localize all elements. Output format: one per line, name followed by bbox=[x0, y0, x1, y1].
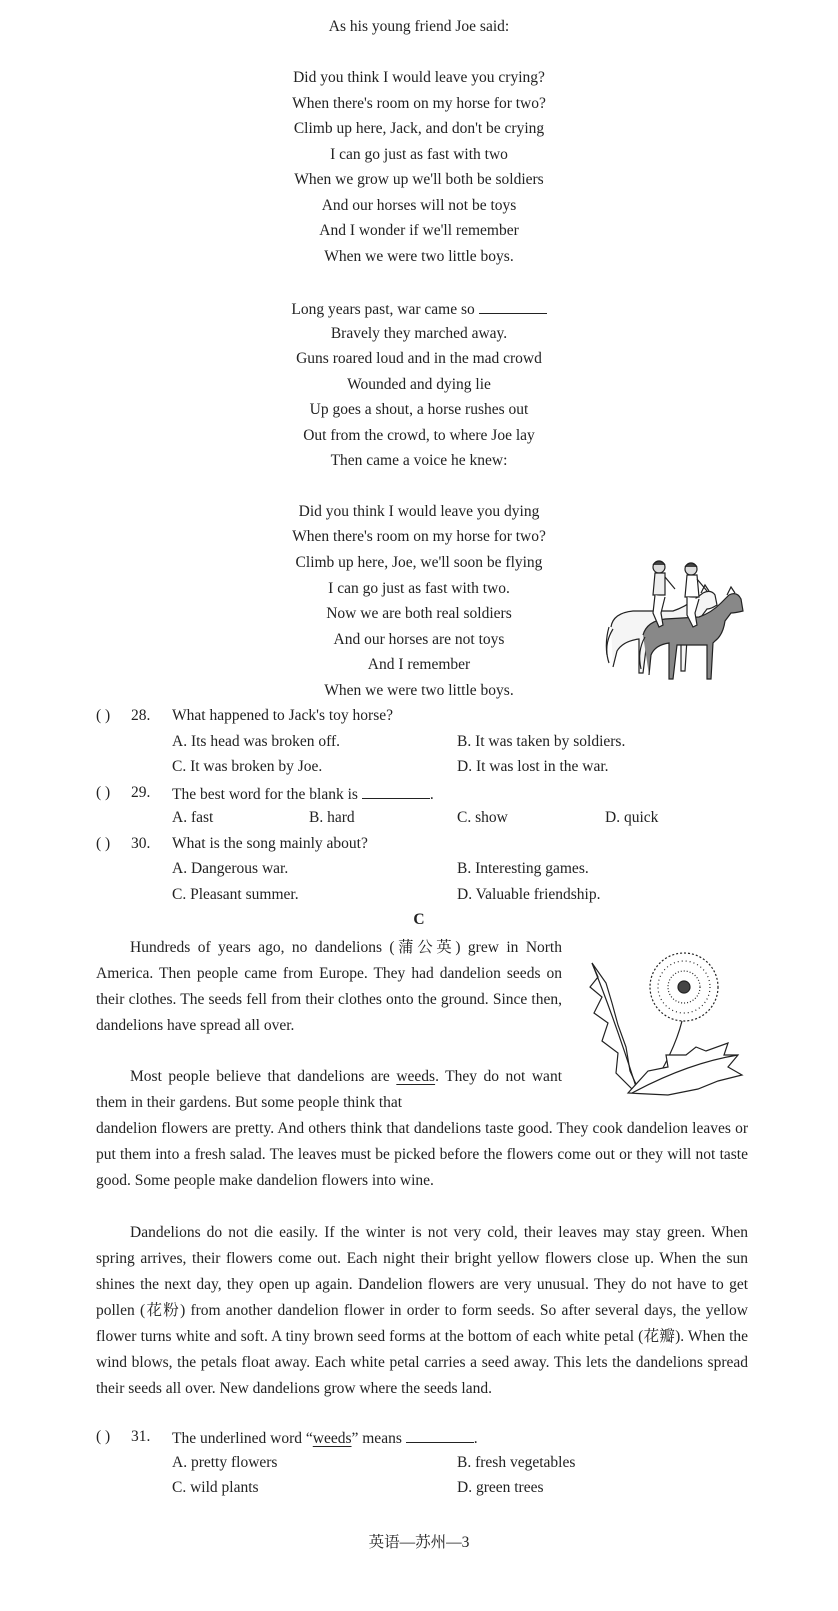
answer-paren[interactable]: ( ) bbox=[96, 707, 111, 724]
poem-line: When we were two little boys. bbox=[324, 248, 514, 265]
answer-paren[interactable]: ( ) bbox=[96, 784, 111, 801]
question-text-after: ” means bbox=[351, 1430, 402, 1447]
question-text: What happened to Jack's toy horse? bbox=[172, 707, 394, 724]
poem-line: I can go just as fast with two. bbox=[328, 580, 510, 597]
option-b[interactable]: B. fresh vegetables bbox=[457, 1454, 576, 1471]
question-text-before: The underlined word “ bbox=[172, 1430, 313, 1447]
poem-line: Then came a voice he knew: bbox=[330, 452, 508, 469]
poem-line: Climb up here, Jack, and don't be crying bbox=[293, 120, 545, 137]
poem-line-with-blank bbox=[0, 299, 838, 319]
answer-blank bbox=[406, 1428, 474, 1443]
question-end: . bbox=[429, 786, 434, 803]
poem-line: Did you think I would leave you crying? bbox=[293, 69, 545, 86]
dandelion-illustration bbox=[578, 943, 746, 1101]
poem-line: And our horses are not toys bbox=[333, 631, 505, 648]
section-heading: C bbox=[413, 911, 425, 928]
poem-line-text: Long years past, war came so bbox=[291, 301, 475, 318]
answer-paren[interactable]: ( ) bbox=[96, 1428, 111, 1445]
option-c[interactable]: C. wild plants bbox=[172, 1479, 259, 1496]
paragraph-text: Dandelions do not die easily. If the winter is not very cold, their leaves may stay green. When spring arrives, their flowers come out. Each night their bright yellow flowers close up. When the sun shines the next day, they open up again. Dandelion flowers are very unusual. They do not have to get pollen (花粉) from another dandelion flower in order to form seeds. So after several days, the yellow flower turns white and soft. A tiny brown seed forms at the bottom of each white petal (花瓣). When the wind blows, the petals float away. Each white petal carries a seed away. This lets the dandelions spread their seeds all over. New dandelions grow where the seeds land. bbox=[96, 1224, 748, 1397]
paragraph-2-top bbox=[96, 1064, 562, 1116]
paragraph-text: dandelion flowers are pretty. And others think that dandelions taste good. They cook dandelion leaves or put them into a fresh salad. The leaves must be picked before the flowers come out or they will not taste good. Some people make dandelion flowers into wine. bbox=[96, 1120, 748, 1189]
answer-blank bbox=[479, 299, 547, 314]
poem-line: Up goes a shout, a horse rushes out bbox=[309, 401, 529, 418]
poem-line: And I remember bbox=[367, 656, 471, 673]
soldiers-on-horses-illustration bbox=[603, 555, 748, 689]
paragraph-1 bbox=[96, 935, 562, 1039]
option-a[interactable]: A. pretty flowers bbox=[172, 1454, 278, 1471]
poem-line: When there's room on my horse for two? bbox=[292, 528, 546, 545]
option-d[interactable]: D. Valuable friendship. bbox=[457, 886, 601, 903]
poem-line: Wounded and dying lie bbox=[347, 376, 491, 393]
poem-line: Did you think I would leave you dying bbox=[298, 503, 540, 520]
paragraph-2-rest bbox=[96, 1116, 748, 1194]
option-d[interactable]: D. quick bbox=[605, 809, 659, 826]
paragraph-text bbox=[96, 1064, 562, 1116]
poem-line: When we were two little boys. bbox=[324, 682, 514, 699]
option-b[interactable]: B. hard bbox=[309, 809, 355, 826]
option-a[interactable]: A. Dangerous war. bbox=[172, 860, 289, 877]
question-number: 29. bbox=[131, 784, 151, 801]
poem-line: When we grow up we'll both be soldiers bbox=[294, 171, 544, 188]
poem-line: Climb up here, Joe, we'll soon be flying bbox=[295, 554, 543, 571]
poem-line: When there's room on my horse for two? bbox=[292, 95, 546, 112]
page-footer: 英语—苏州—3 bbox=[368, 1534, 470, 1551]
poem-line: Now we are both real soldiers bbox=[326, 605, 512, 622]
option-c[interactable]: C. Pleasant summer. bbox=[172, 886, 299, 903]
question-end: . bbox=[473, 1430, 478, 1447]
option-c[interactable]: C. show bbox=[457, 809, 508, 826]
poem-line: I can go just as fast with two bbox=[330, 146, 508, 163]
answer-paren[interactable]: ( ) bbox=[96, 835, 111, 852]
option-d[interactable]: D. green trees bbox=[457, 1479, 544, 1496]
poem-line: Out from the crowd, to where Joe lay bbox=[303, 427, 535, 444]
paragraph-text: Hundreds of years ago, no dandelions (蒲公英) grew in North America. Then people came from Europe. They had dandelion seeds on their clothes. The seeds fell from their clothes onto the ground. Since then, dandelions have spread all over. bbox=[96, 939, 562, 1034]
paragraph-text-after: . They do not want them in their gardens. But some people think that bbox=[96, 1068, 562, 1111]
poem-line: And I wonder if we'll remember bbox=[319, 222, 519, 239]
option-b[interactable]: B. Interesting games. bbox=[457, 860, 589, 877]
option-a[interactable]: A. Its head was broken off. bbox=[172, 733, 341, 750]
question-text-wrap bbox=[172, 784, 434, 804]
option-b[interactable]: B. It was taken by soldiers. bbox=[457, 733, 626, 750]
poem-line: And our horses will not be toys bbox=[321, 197, 517, 214]
question-text: What is the song mainly about? bbox=[172, 835, 368, 852]
question-number: 30. bbox=[131, 835, 151, 852]
question-number: 31. bbox=[131, 1428, 151, 1445]
paragraph-3 bbox=[96, 1220, 748, 1402]
poem-line: Bravely they marched away. bbox=[330, 325, 508, 342]
poem-line: Guns roared loud and in the mad crowd bbox=[296, 350, 542, 367]
question-text: The best word for the blank is bbox=[172, 786, 358, 803]
underlined-word: weeds bbox=[312, 1430, 352, 1447]
question-number: 28. bbox=[131, 707, 151, 724]
option-c[interactable]: C. It was broken by Joe. bbox=[172, 758, 323, 775]
intro-line: As his young friend Joe said: bbox=[328, 18, 510, 35]
answer-blank bbox=[362, 784, 430, 799]
option-d[interactable]: D. It was lost in the war. bbox=[457, 758, 609, 775]
underlined-word: weeds bbox=[396, 1068, 436, 1085]
paragraph-text-before: Most people believe that dandelions are bbox=[130, 1068, 390, 1085]
question-text-wrap bbox=[172, 1428, 478, 1448]
option-a[interactable]: A. fast bbox=[172, 809, 214, 826]
